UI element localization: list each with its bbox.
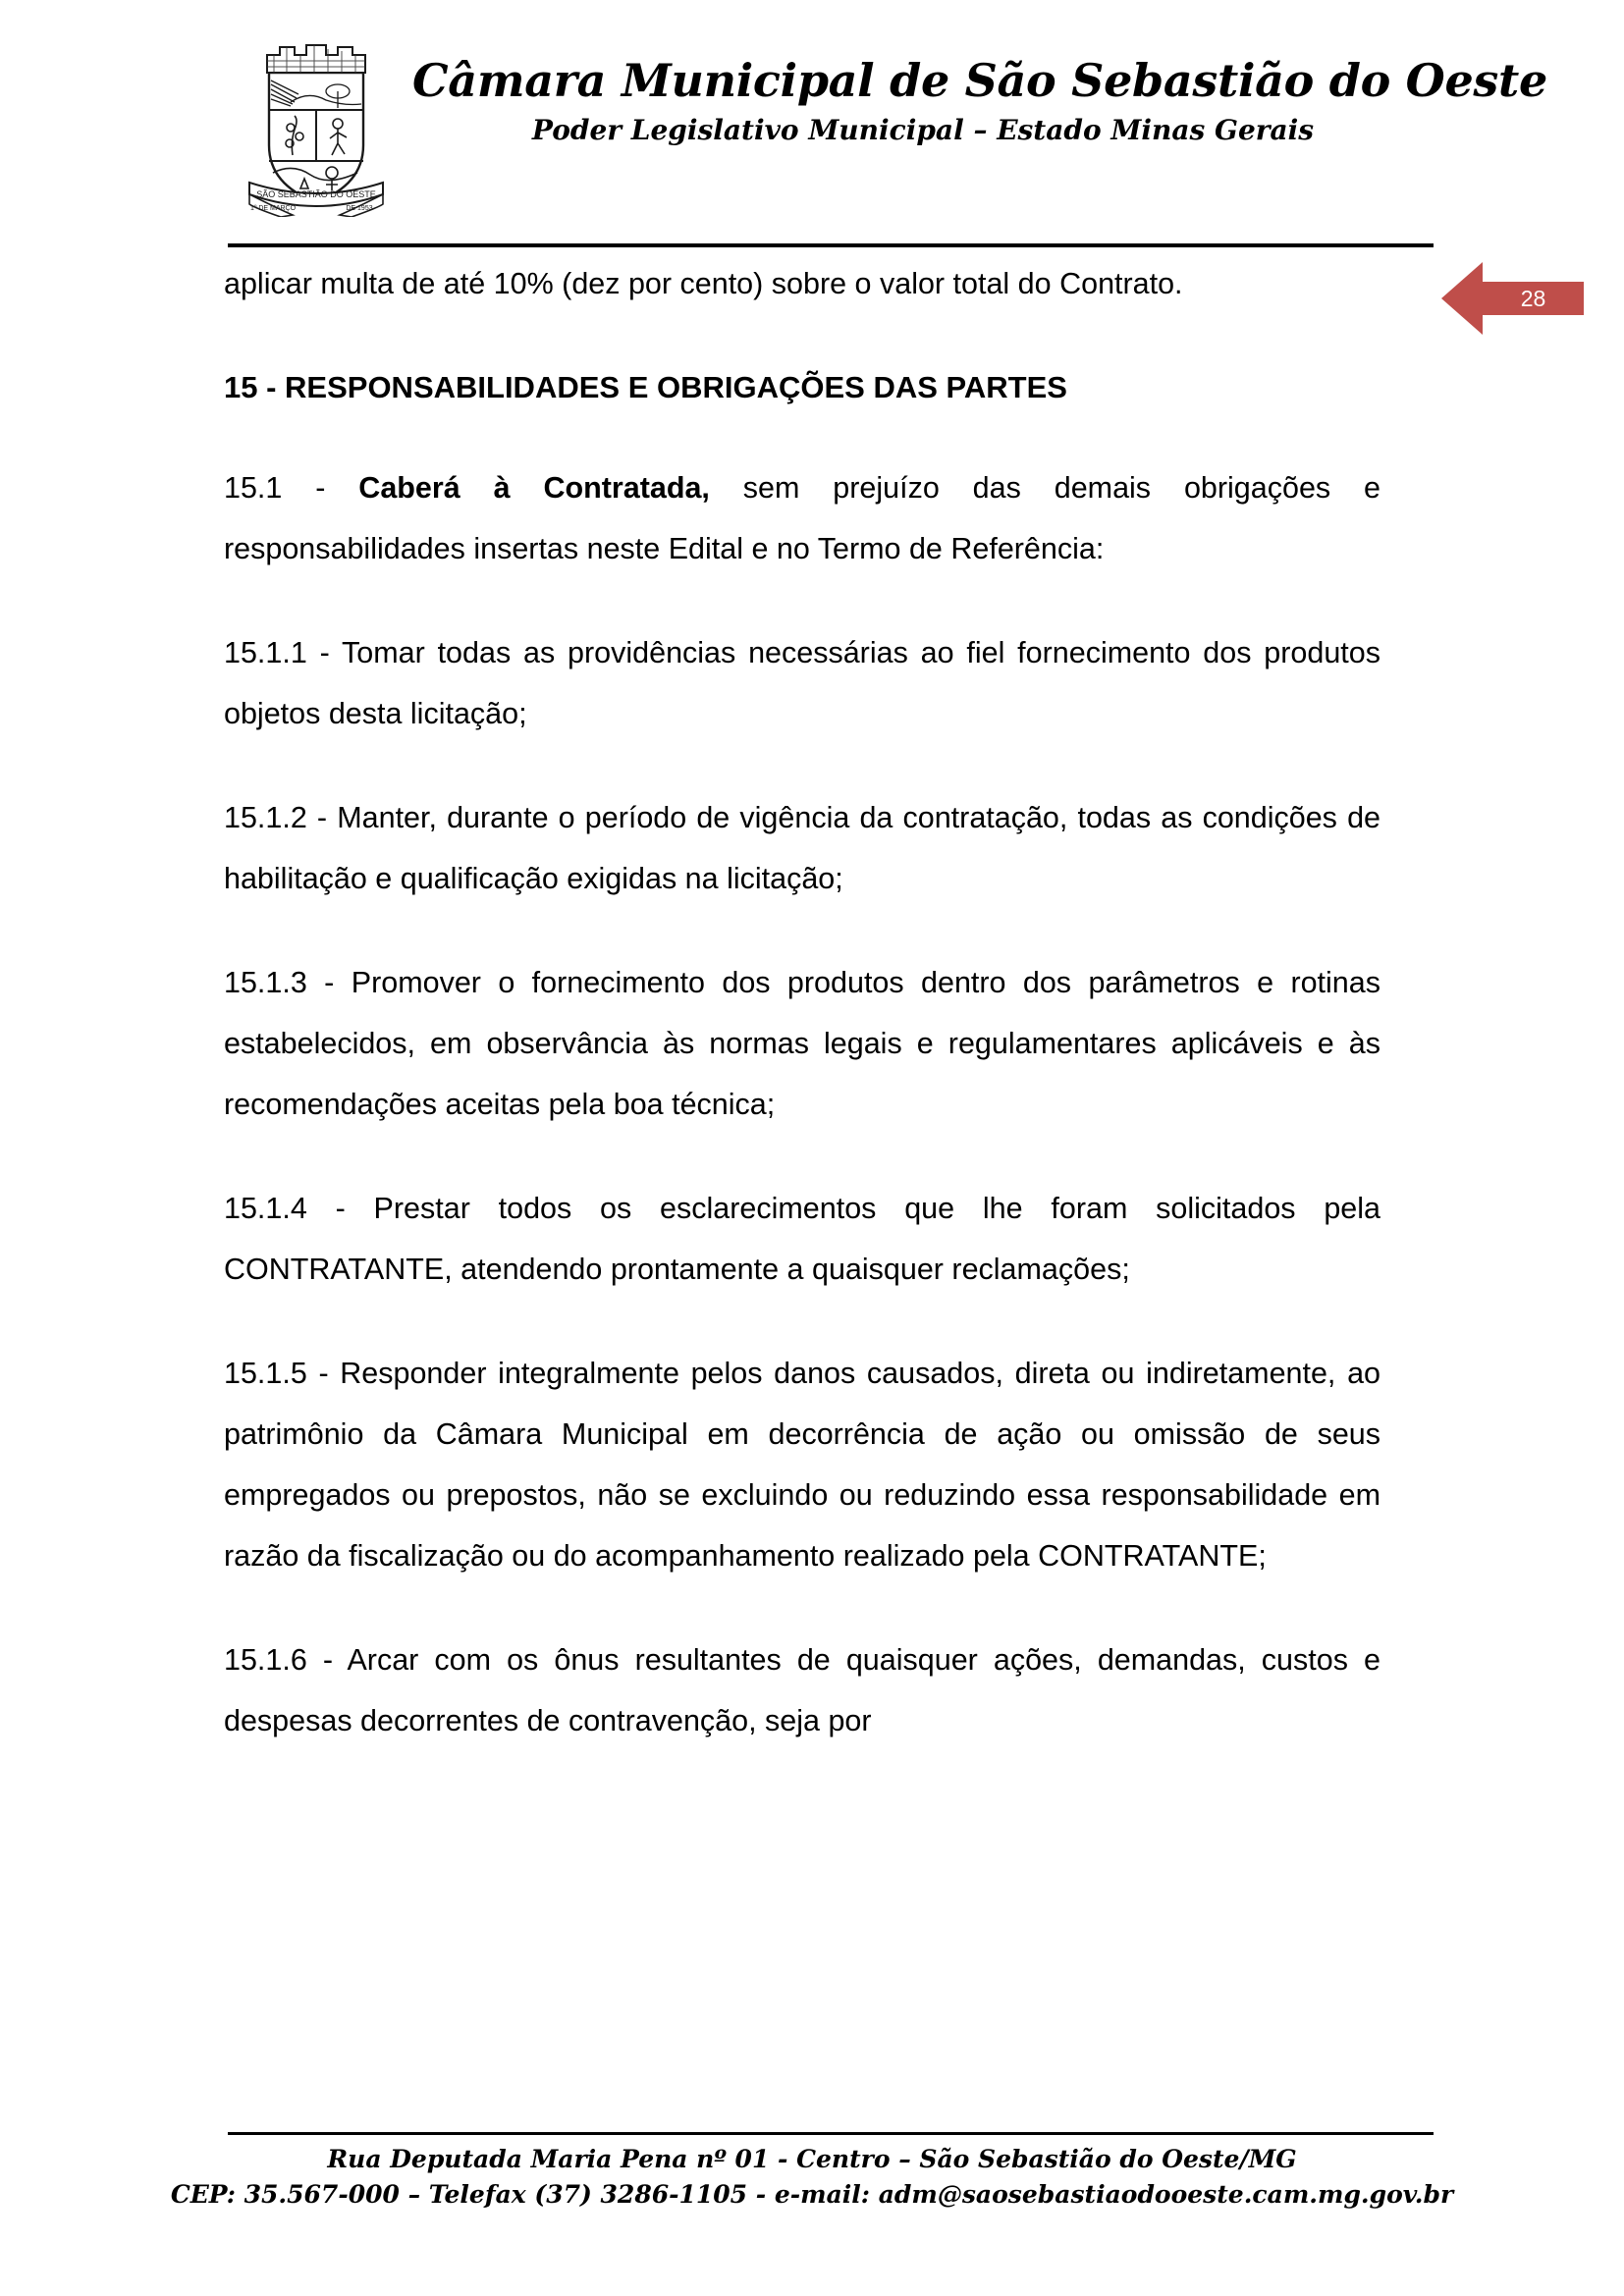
crest-banner-right-text: DE 1953: [346, 205, 373, 212]
clause-bold-lead: Caberá à Contratada,: [358, 471, 710, 505]
clause-text: Tomar todas as providências necessárias ao fiel fornecimento dos produtos objetos desta licitação;: [224, 636, 1380, 730]
organization-subtitle: Poder Legislativo Municipal – Estado Minas Gerais: [531, 113, 1315, 146]
page-number-arrow-marker: [1441, 256, 1584, 341]
clause-15-1-4: [224, 1178, 1380, 1300]
clause-number: 15.1.1 -: [224, 636, 343, 669]
coat-of-arms-icon: [247, 35, 385, 217]
clause-number: 15.1.6 -: [224, 1643, 348, 1677]
header-titles: [412, 54, 1547, 146]
clause-text: sem prejuízo das demais obrigações e responsabilidades insertas neste Edital e no Termo de Referência:: [224, 471, 1380, 565]
footer-address-line: Rua Deputada Maria Pena nº 01 - Centro – São Sebastião do Oeste/MG: [327, 2145, 1297, 2173]
clause-15-1-6: [224, 1629, 1380, 1751]
organization-title: Câmara Municipal de São Sebastião do Oeste: [412, 54, 1547, 107]
clause-text: Manter, durante o período de vigência da contratação, todas as condições de habilitação e qualificação exigidas na licitação;: [224, 801, 1380, 895]
clause-15-1: [224, 457, 1380, 579]
clause-15-1-3: [224, 952, 1380, 1135]
document-header: [0, 33, 1624, 220]
clause-text: Prestar todos os esclarecimentos que lhe foram solicitados pela CONTRATANTE, atendendo prontamente a quaisquer reclamações;: [224, 1192, 1381, 1286]
clause-number: 15.1.3 -: [224, 966, 352, 999]
clause-number: 15.1.5 -: [224, 1357, 341, 1390]
clause-text: Responder integralmente pelos danos causados, direta ou indiretamente, ao patrimônio da Câmara Municipal em decorrência de ação ou omissão de seus empregados ou prepostos, não se excluindo ou reduzindo essa responsabilidade em razão da fiscalização ou do acompanhamento realizado pela CONTRATANTE;: [224, 1357, 1380, 1573]
document-footer: [0, 2142, 1624, 2214]
clause-number: 15.1 -: [224, 471, 359, 505]
crest-banner-left-text: 1º DE MARÇO: [249, 205, 297, 212]
paragraph-continued: aplicar multa de até 10% (dez por cento) sobre o valor total do Contrato.: [224, 267, 1183, 300]
clause-text: Arcar com os ônus resultantes de quaisquer ações, demandas, custos e despesas decorrentes de contravenção, seja por: [224, 1643, 1380, 1737]
clause-15-1-2: [224, 787, 1380, 909]
clause-text: Promover o fornecimento dos produtos dentro dos parâmetros e rotinas estabelecidos, em observância às normas legais e regulamentares aplicáveis e às recomendações aceitas pela boa técnica;: [224, 966, 1380, 1121]
clause-number: 15.1.4 -: [224, 1192, 374, 1225]
footer-divider: [228, 2132, 1434, 2135]
document-body: [224, 253, 1380, 1751]
clause-15-1-1: [224, 622, 1380, 744]
clause-15-1-5: [224, 1343, 1380, 1586]
clause-number: 15.1.2 -: [224, 801, 338, 834]
section-heading-15: 15 - RESPONSABILIDADES E OBRIGAÇÕES DAS PARTES: [224, 370, 1067, 404]
footer-contact-line: CEP: 35.567-000 – Telefax (37) 3286-1105 - e-mail: adm@saosebastiaodooeste.cam.mg.gov.br: [170, 2180, 1454, 2210]
page-number-label: 28: [1520, 285, 1546, 311]
crest-banner-top-text: SÃO SEBASTIÃO DO OESTE: [256, 189, 376, 199]
header-divider: [228, 243, 1434, 247]
